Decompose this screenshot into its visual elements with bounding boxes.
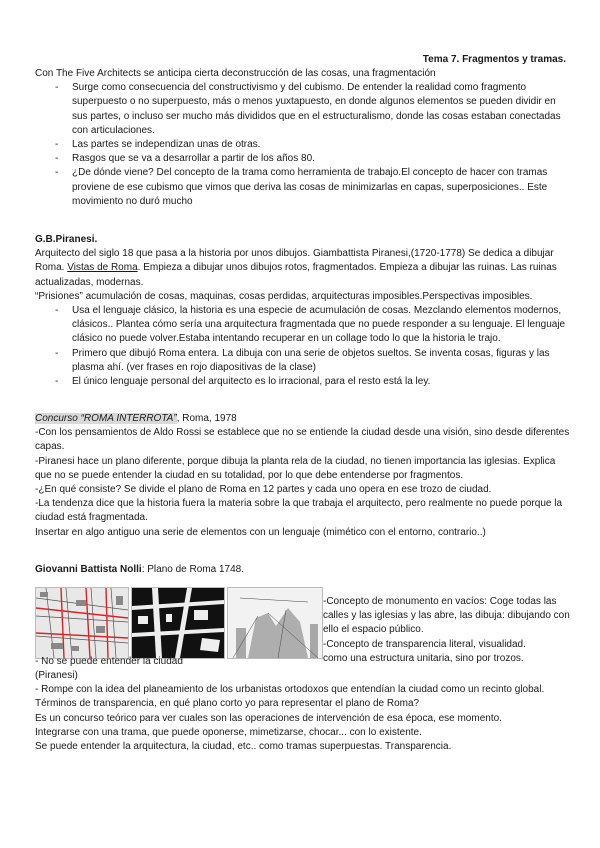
paragraph: -Concepto de monumento en vacíos: Coge todas las calles y las iglesias y las abre, las dibuja: dibujando con ello el espacio público. (323, 596, 570, 636)
intro-text: Con The Five Architects se anticipa cierta deconstrucción de las cosas, una fragmentación (35, 68, 436, 79)
list-item: - Surge como consecuencia del constructivismo y del cubismo. De entender la realidad como fragmento superpuesto o no superpuesto, más o menos yuxtapuesto, en donde algunos elementos se pueden dividir en sus partes, o incluso ser mucho más divididos que en el estructuralismo, donde las cosas estaban conectadas con articulaciones. (35, 81, 571, 138)
nolli-heading-row: Giovanni Battista Nolli: Plano de Roma 1748. (35, 564, 244, 575)
paragraph: - Rompe con la idea del planeamiento de los urbanistas ortodoxos que entendían la ciudad como un recinto global. (35, 684, 545, 696)
paragraph: Es un concurso teórico para ver cuales son las operaciones de intervención de esa época, ese momento. (35, 712, 502, 724)
paragraph: Se puede entender la arquitectura, la ciudad, etc.. como tramas superpuestas. Transparencia. (35, 741, 452, 753)
concurso-heading: Concurso “ROMA INTERROTA”, Roma, 1978 (35, 413, 237, 424)
paragraph: Arquitecto del siglo 18 que pasa a la historia por unos dibujos. Giambattista Piranesi,(1720-1778) Se dedica a dibujar Roma. Vistas de Roma. Empieza a dibujar unos dibujos rotos, fragmentados. Empieza a dibujar las ruinas. Las ruinas actualizadas, modernas. (35, 248, 557, 288)
nolli-section (35, 669, 571, 754)
intro-section (35, 67, 571, 209)
paragraph: -Con los pensamientos de Aldo Rossi se establece que no se entiende la ciudad desde una visión, sino desde diferentes capas. (35, 427, 570, 453)
paragraph: -¿En qué consiste? Se divide el plano de Roma en 12 partes y cada uno opera en ese trozo de ciudad. (35, 484, 492, 496)
paragraph: “Prisiones” acumulación de cosas, maquinas, cosas perdidas, arquitecturas imposibles.Perspectivas imposibles. (35, 290, 533, 302)
vistas-link[interactable]: Vistas de Roma (67, 262, 138, 274)
list-item: - Usa el lenguaje clásico, la historia es una especie de acumulación de cosas. Mezclando elementos modernos, clásicos.. Plantea cómo sería una arquitectura fragmentada que no puede responder a su lenguaje. El lenguaje clásico no puede volver.Estaba intentando recuperar en un collage todo lo que la historia le trajo. (35, 304, 571, 347)
piranesi-list (35, 304, 571, 389)
nolli-left-line: - No se puede entender la ciudad (35, 656, 183, 667)
paragraph: Integrarse con una trama, que puede oponerse, mimetizarse, chocar... con lo existente. (35, 726, 422, 738)
intro-list (35, 81, 571, 209)
section-heading: G.B.Piranesi. (35, 234, 98, 245)
map-fragment-image (35, 587, 129, 659)
list-item: - Primero que dibujó Roma entera. La dibuja con una serie de objetos sueltos. Se inventa cosas, figuras y las plasma ahí. (ver frases en rojo diapositivas de la clase) (35, 347, 571, 375)
paragraph: como una estructura unitaria, sino por trozos. (323, 652, 524, 664)
paragraph: -Concepto de transparencia literal, visualidad. (323, 638, 526, 650)
nolli-plan-image (131, 587, 225, 659)
paragraph: -Piranesi hace un plano diferente, porque dibuja la planta rela de la ciudad, no tienen importancia las iglesias. Explica que no se puede entender la ciudad en su totalidad, por lo que debe entenderse por fragmentos. (35, 455, 556, 481)
list-item: - Rasgos que se va a desarrollar a partir de los años 80. (35, 152, 571, 166)
page-title: Tema 7. Fragmentos y tramas. (422, 54, 566, 65)
paragraph: Insertar en algo antiguo una serie de elementos con un lenguaje (mimético con el entorno, contrario..) (35, 526, 486, 538)
paragraph: -La tendenza dice que la historia fuera la materia sobre la que trabaja el arquitecto, pero realmente no puede porque la ciudad está fragmentada. (35, 498, 563, 524)
list-item: - ¿De dónde viene? Del concepto de la trama como herramienta de trabajo.El concepto de hacer con tramas proviene de ese cubismo que vimos que deriva las cosas de minimizarlas en capas, superposiciones.. Este movimiento no duró mucho (35, 166, 571, 209)
concurso-section (35, 412, 571, 540)
nolli-images (35, 587, 325, 657)
list-item: - Las partes se independizan unas de otras. (35, 138, 571, 152)
section-heading: Giovanni Battista Nolli (35, 564, 142, 575)
ruins-engraving-image (227, 587, 323, 659)
list-item: - El único lenguaje personal del arquitecto es lo irracional, para el resto está la ley. (35, 375, 571, 389)
paragraph: (Piranesi) (35, 670, 78, 681)
piranesi-section (35, 233, 571, 389)
paragraph: Términos de transparencia, en qué plano corto yo para representar el plano de Roma? (35, 698, 420, 710)
